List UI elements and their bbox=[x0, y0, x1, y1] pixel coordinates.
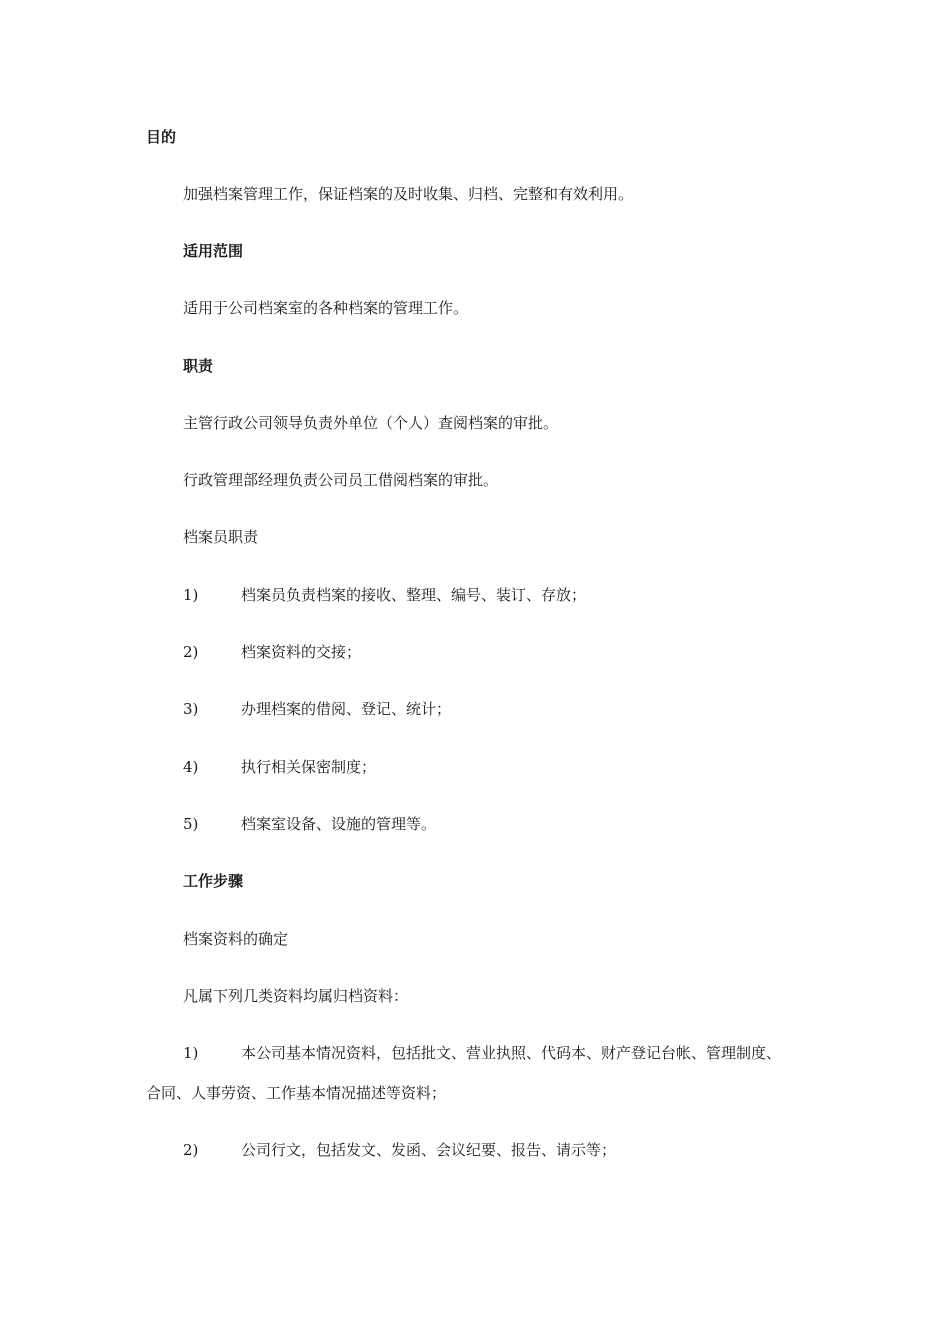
list-item bbox=[183, 1043, 781, 1063]
list-item-number: 5) bbox=[183, 815, 199, 833]
list-item-number: 4) bbox=[183, 758, 199, 776]
list-item bbox=[183, 814, 436, 834]
steps-intro: 凡属下列几类资料均属归档资料： bbox=[183, 987, 409, 1005]
list-item bbox=[183, 1140, 616, 1160]
list-item bbox=[183, 642, 361, 662]
heading-steps: 工作步骤 bbox=[183, 872, 244, 890]
list-item-text: 档案资料的交接； bbox=[241, 643, 362, 661]
list-item bbox=[183, 699, 451, 719]
steps-subheading: 档案资料的确定 bbox=[183, 930, 289, 948]
list-item-number: 3) bbox=[183, 700, 199, 718]
heading-scope: 适用范围 bbox=[183, 242, 244, 260]
list-item bbox=[183, 757, 376, 777]
heading-purpose: 目的 bbox=[146, 128, 177, 146]
list-item bbox=[183, 585, 586, 605]
list-item-text: 档案室设备、设施的管理等。 bbox=[241, 815, 437, 833]
list-item-number: 2) bbox=[183, 643, 199, 661]
list-item-number: 2) bbox=[183, 1141, 199, 1159]
list-item-continuation: 合同、人事劳资、工作基本情况描述等资料； bbox=[146, 1084, 447, 1102]
duty-1-text: 主管行政公司领导负责外单位（个人）查阅档案的审批。 bbox=[183, 414, 559, 432]
scope-text: 适用于公司档案室的各种档案的管理工作。 bbox=[183, 299, 469, 317]
list-item-text: 档案员负责档案的接收、整理、编号、装订、存放； bbox=[241, 586, 587, 604]
list-item-text: 本公司基本情况资料，包括批文、营业执照、代码本、财产登记台帐、管理制度、 bbox=[241, 1044, 782, 1062]
archivist-heading: 档案员职责 bbox=[183, 528, 259, 546]
list-item-text: 办理档案的借阅、登记、统计； bbox=[241, 700, 452, 718]
list-item-number: 1) bbox=[183, 1044, 199, 1062]
purpose-text: 加强档案管理工作，保证档案的及时收集、归档、完整和有效利用。 bbox=[183, 185, 634, 203]
list-item-number: 1) bbox=[183, 586, 199, 604]
list-item-text: 公司行文，包括发文、发函、会议纪要、报告、请示等； bbox=[241, 1141, 617, 1159]
duty-2-text: 行政管理部经理负责公司员工借阅档案的审批。 bbox=[183, 471, 499, 489]
list-item-text: 执行相关保密制度； bbox=[241, 758, 377, 776]
heading-duties: 职责 bbox=[183, 357, 214, 375]
